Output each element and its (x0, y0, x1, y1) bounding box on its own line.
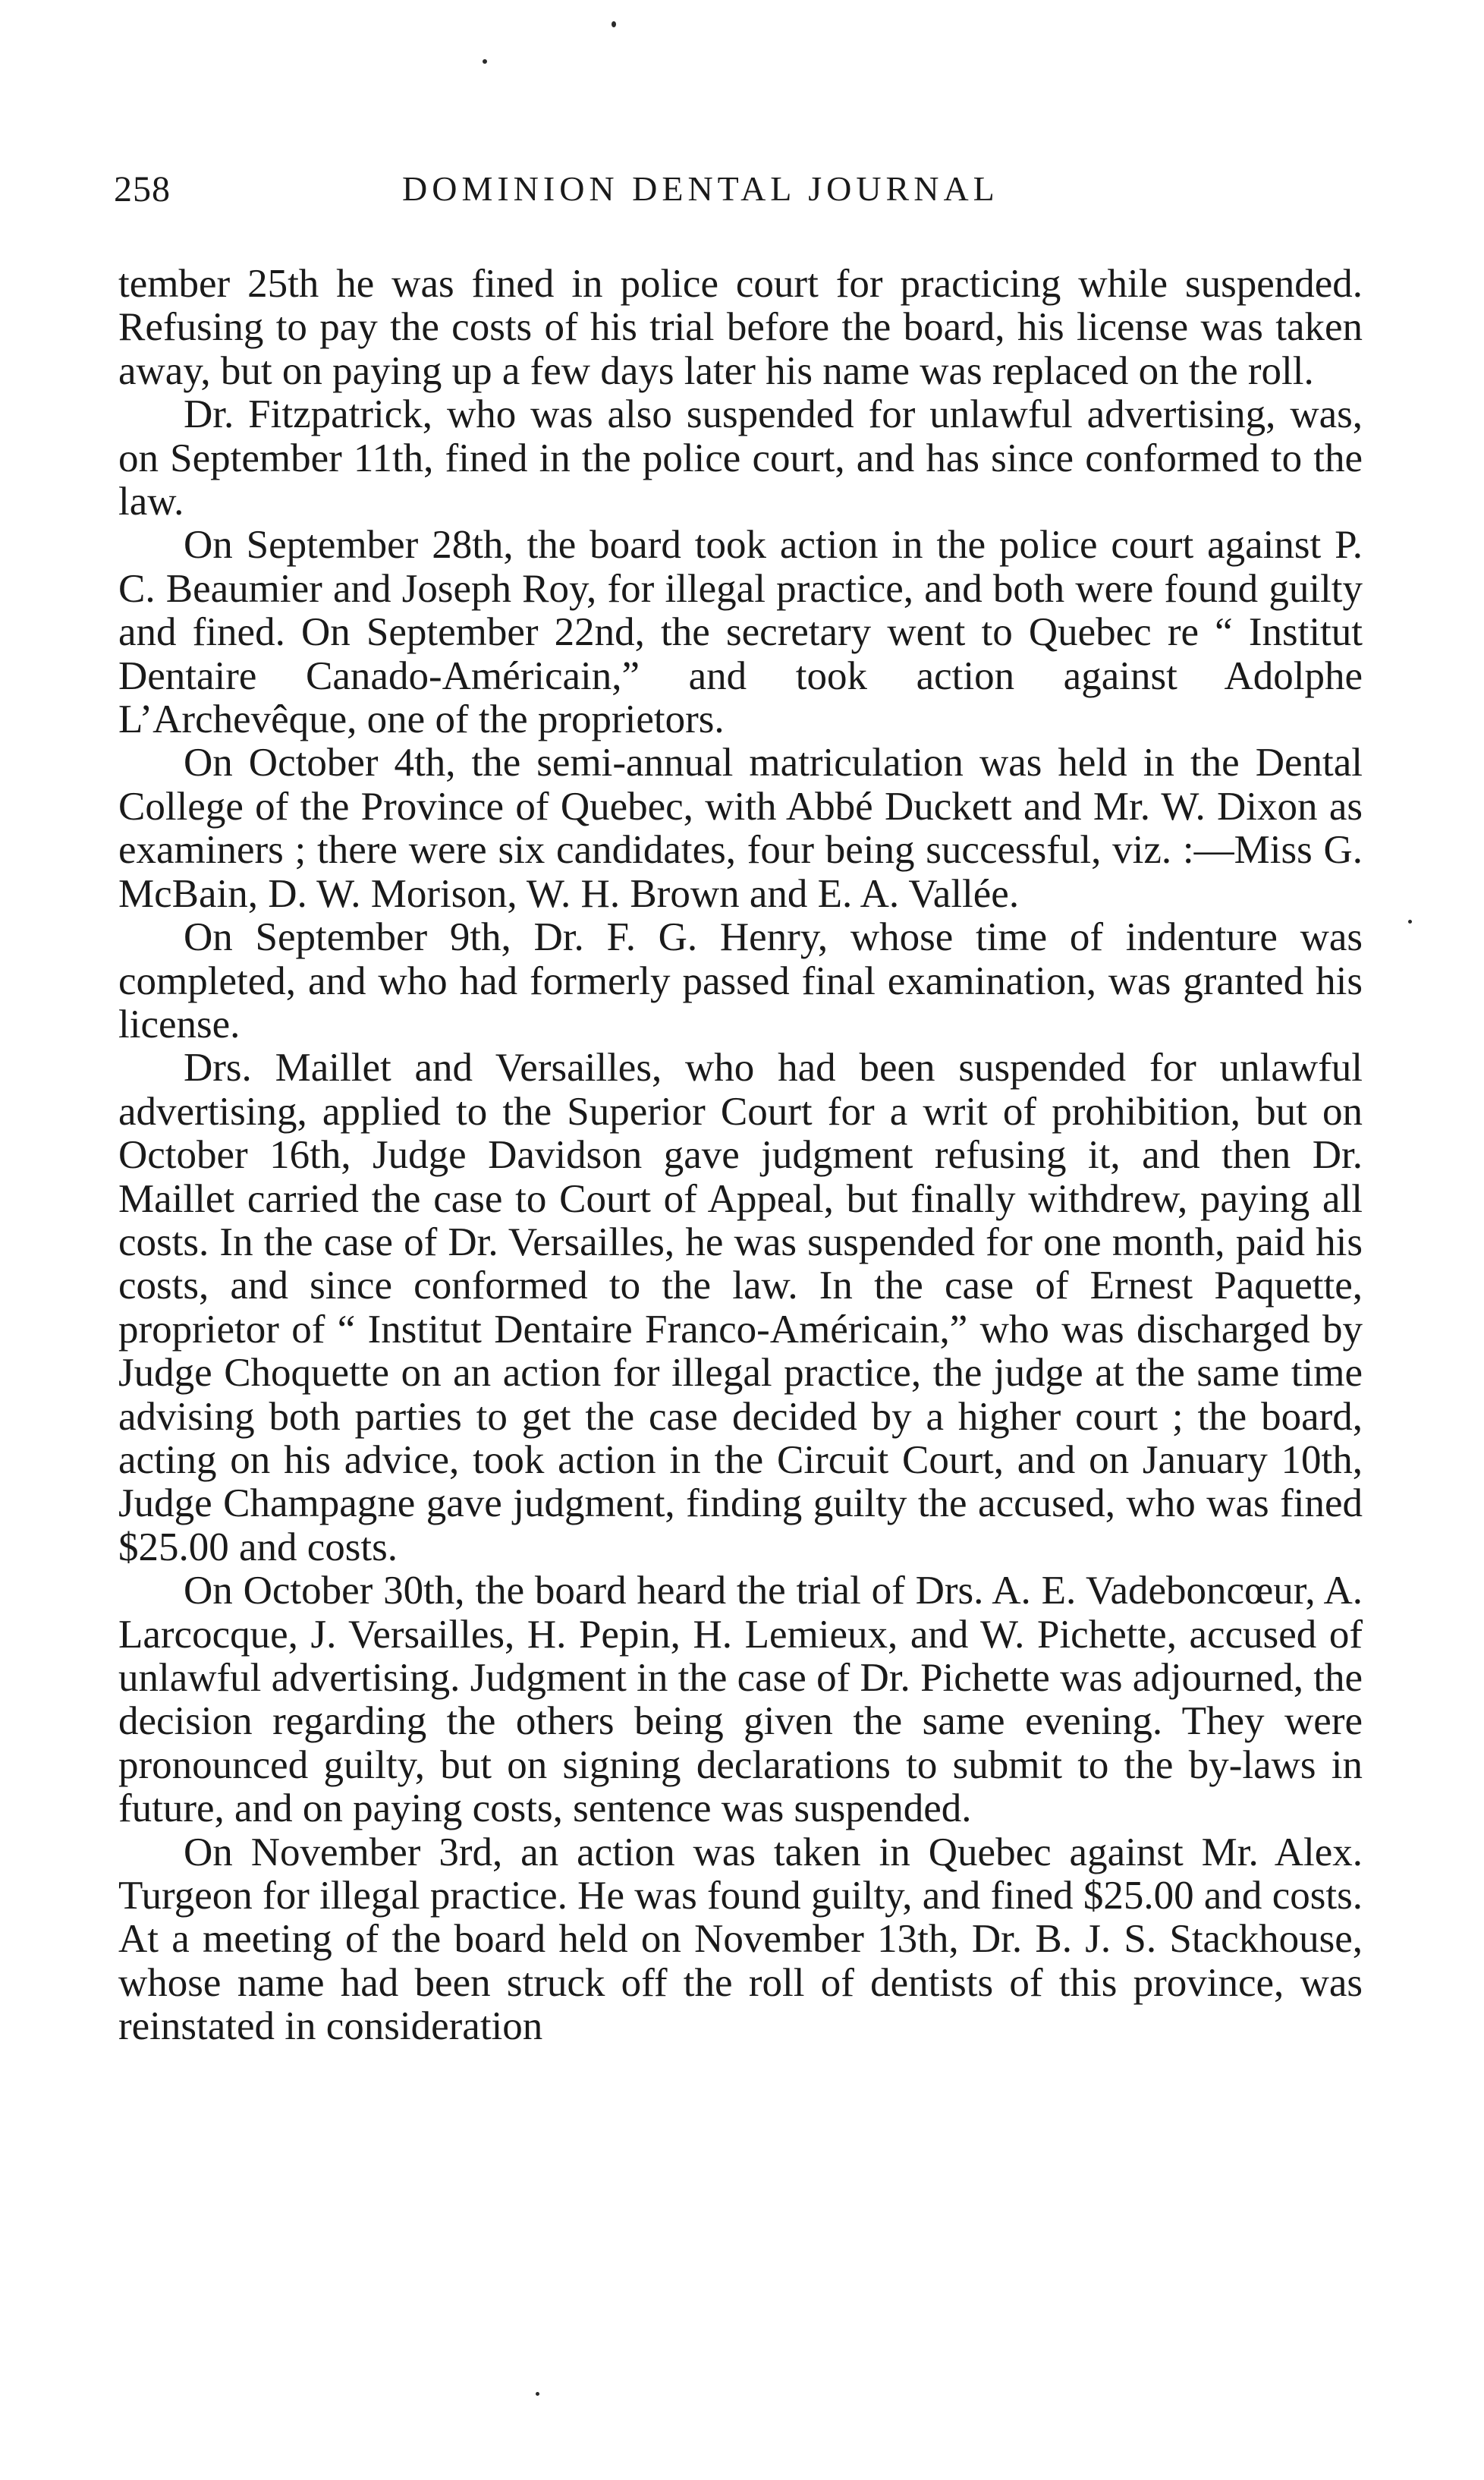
paragraph: On November 3rd, an action was taken in Quebec against Mr. Alex. Turgeon for illegal practice. He was found guilty, and fined $25.00 and costs. At a meeting of the board held on November 13th, Dr. B. J. S. Stackhouse, whose name had been struck off the roll of dentists of this province, was reinstated in consideration (118, 1830, 1363, 2049)
paragraph: On October 4th, the semi-annual matriculation was held in the Dental College of the Province of Quebec, with Abbé Duckett and Mr. W. Dixon as examiners ; there were six candidates, four being successful, viz. :—Miss G. McBain, D. W. Morison, W. H. Brown and E. A. Vallée. (118, 741, 1363, 916)
page-number: 258 (114, 169, 171, 209)
page-header (114, 168, 1085, 222)
paragraph: Drs. Maillet and Versailles, who had been suspended for unlawful advertising, applied to the Superior Court for a writ of prohibition, but on October 16th, Judge Davidson gave judgment refusing it, and then Dr. Maillet carried the case to Court of Appeal, but finally withdrew, paying all costs. In the case of Dr. Versailles, he was suspended for one month, paid his costs, and since conformed to the law. In the case of Ernest Paquette, proprietor of “ Institut Dentaire Franco-Américain,” who was discharged by Judge Choquette on an action for illegal practice, the judge at the same time advising both parties to get the case decided by a higher court ; the board, acting on his advice, took action in the Circuit Court, and on January 10th, Judge Champagne gave judgment, finding guilty the accused, who was fined $25.00 and costs. (118, 1046, 1363, 1569)
article-body (118, 263, 1363, 2049)
running-head: DOMINION DENTAL JOURNAL (402, 169, 999, 208)
print-speck (612, 21, 616, 27)
paragraph: On September 9th, Dr. F. G. Henry, whose time of indenture was completed, and who had formerly passed final examination, was granted his license. (118, 915, 1363, 1046)
paragraph: On October 30th, the board heard the trial of Drs. A. E. Vadeboncœur, A. Larcocque, J. Versailles, H. Pepin, H. Lemieux, and W. Pichette, accused of unlawful advertising. Judgment in the case of Dr. Pichette was adjourned, the decision regarding the others being given the same evening. They were pronounced guilty, but on signing declarations to submit to the by-laws in future, and on paying costs, sentence was suspended. (118, 1569, 1363, 1831)
paragraph: On September 28th, the board took action in the police court against P. C. Beaumier and Joseph Roy, for illegal practice, and both were found guilty and fined. On September 22nd, the secretary went to Quebec re “ Institut Dentaire Canado-Américain,” and took action against Adolphe L’Archevêque, one of the proprietors. (118, 523, 1363, 742)
paragraph: Dr. Fitzpatrick, who was also suspended for unlawful advertising, was, on September 11th, fined in the police court, and has since conformed to the law. (118, 392, 1363, 524)
paragraph: tember 25th he was fined in police court for practicing while suspended. Refusing to pay the costs of his trial before the board, his license was taken away, but on paying up a few days later his name was replaced on the roll. (118, 262, 1363, 393)
print-speck (536, 2392, 539, 2396)
print-speck (1408, 920, 1412, 924)
print-speck (483, 59, 487, 64)
